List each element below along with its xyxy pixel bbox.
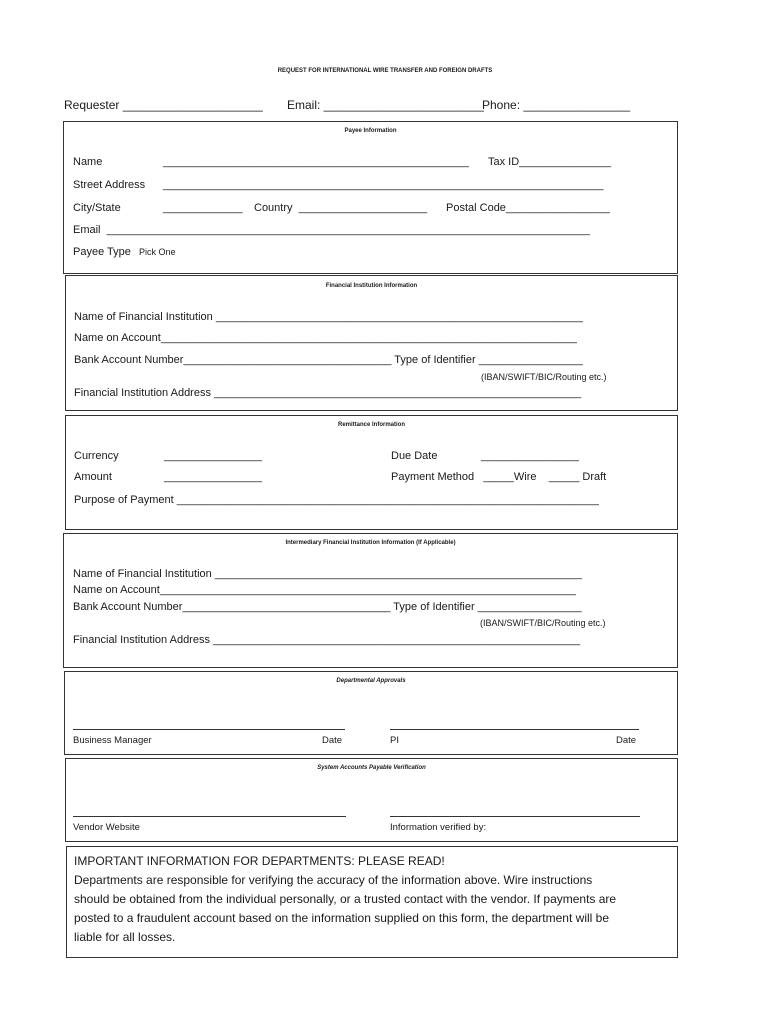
info-verified-line[interactable] (390, 816, 640, 817)
approvals-header: Departmental Approvals (336, 678, 406, 684)
amount-label: Amount (74, 471, 112, 483)
notice-line-3: should be obtained from the individual personally, or a trusted contact with the vendor. If payments are (74, 892, 617, 906)
payment-method-field[interactable]: Payment Method _____Wire _____ Draft (391, 471, 607, 483)
currency-label: Currency (74, 450, 119, 462)
email-field[interactable]: Email: ________________________ (287, 98, 484, 112)
verification-header: System Accounts Payable Verification (317, 765, 426, 771)
payee-taxid-field[interactable]: Tax ID_______________ (488, 156, 611, 168)
notice-line-5: liable for all losses. (74, 930, 176, 944)
payee-street-label: Street Address (73, 179, 146, 191)
payee-name-field[interactable]: __________________________________________________ (163, 156, 469, 168)
approval-date-label-2: Date (616, 735, 637, 746)
payee-country-field[interactable]: Country _____________________ (254, 202, 428, 214)
due-date-field[interactable]: ________________ (481, 450, 579, 462)
intermediary-header: Intermediary Financial Institution Information (If Applicable) (285, 540, 456, 546)
payee-postal-field[interactable]: Postal Code_________________ (446, 202, 610, 214)
payee-type-label: Payee Type (73, 246, 131, 258)
notice-line-4: posted to a fraudulent account based on the information supplied on this form, the department will be (74, 911, 609, 925)
intermediary-identifier-note: (IBAN/SWIFT/BIC/Routing etc.) (480, 618, 606, 628)
due-date-label: Due Date (391, 450, 438, 462)
payee-citystate-label: City/State (73, 202, 121, 214)
currency-field[interactable]: ________________ (164, 450, 262, 462)
financial-identifier-note: (IBAN/SWIFT/BIC/Routing etc.) (481, 372, 607, 382)
payee-name-label: Name (73, 156, 103, 168)
amount-field[interactable]: ________________ (164, 471, 262, 483)
payee-header: Payee Information (344, 128, 397, 134)
payee-type-select[interactable]: Pick One (139, 247, 176, 257)
payee-email-field[interactable]: Email _______________________________________________________________________________ (73, 224, 590, 236)
form-title: REQUEST FOR INTERNATIONAL WIRE TRANSFER AND FOREIGN DRAFTS (277, 68, 493, 74)
phone-field[interactable]: Phone: ________________ (482, 98, 631, 112)
financial-account-name-field[interactable]: Name on Account____________________________________________________________________ (74, 332, 577, 344)
notice-line-2: Departments are responsible for verifying the accuracy of the information above. Wire instructions (74, 873, 593, 887)
intermediary-name-field[interactable]: Name of Financial Institution ____________________________________________________________ (73, 568, 582, 580)
approval-date-label-1: Date (322, 735, 343, 746)
remittance-header: Remittance Information (337, 422, 405, 428)
requester-field[interactable]: Requester _____________________ (64, 98, 263, 112)
financial-bank-number-field[interactable]: Bank Account Number__________________________________ Type of Identifier _________________ (74, 354, 583, 366)
payee-citystate-field[interactable]: _____________ (163, 202, 243, 214)
financial-address-field[interactable]: Financial Institution Address ____________________________________________________________ (74, 387, 582, 399)
vendor-website-label: Vendor Website (73, 822, 140, 833)
pi-signature-line[interactable] (390, 729, 639, 730)
intermediary-address-field[interactable]: Financial Institution Address ____________________________________________________________ (73, 634, 581, 646)
purpose-field[interactable]: Purpose of Payment _____________________________________________________________________ (74, 494, 599, 506)
intermediary-bank-number-field[interactable]: Bank Account Number__________________________________ Type of Identifier _________________ (73, 601, 582, 613)
intermediary-account-name-field[interactable]: Name on Account____________________________________________________________________ (73, 584, 576, 596)
vendor-website-line[interactable] (73, 816, 346, 817)
pi-label: PI (390, 735, 399, 746)
business-manager-signature-line[interactable] (73, 729, 345, 730)
business-manager-label: Business Manager (73, 735, 152, 746)
info-verified-label: Information verified by: (390, 822, 487, 833)
financial-header: Financial Institution Information (325, 283, 418, 289)
financial-name-field[interactable]: Name of Financial Institution ____________________________________________________________ (74, 311, 583, 323)
payee-street-field[interactable]: ________________________________________________________________________ (163, 179, 604, 191)
notice-heading: IMPORTANT INFORMATION FOR DEPARTMENTS: PLEASE READ! (74, 854, 445, 868)
